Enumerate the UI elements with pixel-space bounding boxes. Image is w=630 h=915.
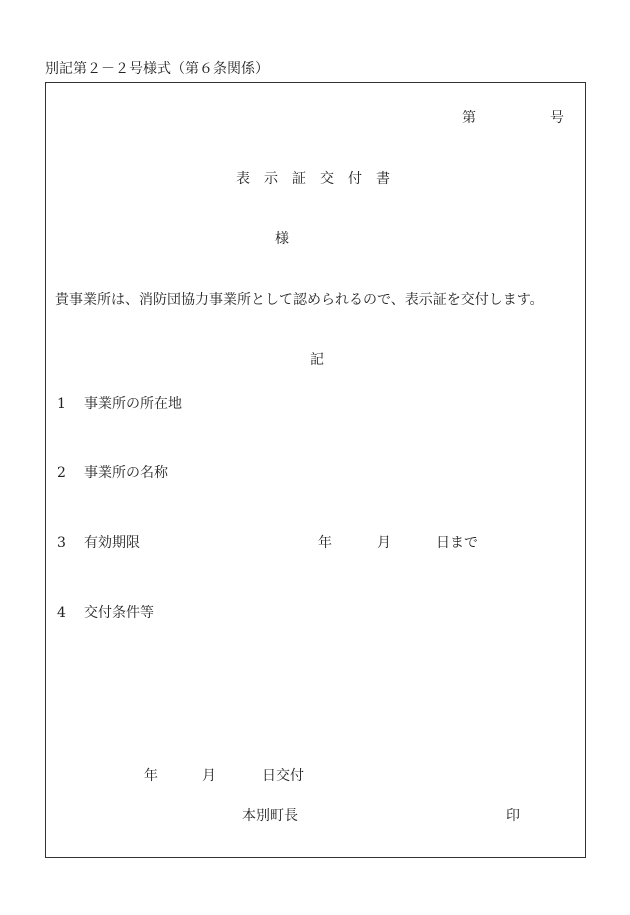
addressee-suffix: 様 [275,231,289,247]
item-3-number: 3 [57,535,66,551]
issuer-name: 本別町長 [242,808,298,824]
form-label: 別記第２－２号様式（第６条関係） [45,61,269,77]
seal-mark: 印 [506,808,520,824]
item-2-label: 事業所の名称 [84,465,168,481]
body-text: 貴事業所は、消防団協力事業所として認められるので、表示証を交付します。 [55,292,544,308]
number-suffix: 号 [550,110,564,126]
item-4-number: 4 [57,605,66,621]
validity-year: 年 [318,535,332,551]
number-prefix: 第 [462,110,476,126]
item-1-number: 1 [57,396,66,412]
issue-month: 月 [202,768,216,784]
item-3-label: 有効期限 [84,535,140,551]
validity-day-until: 日まで [436,535,478,551]
validity-month: 月 [377,535,391,551]
ki-heading: 記 [310,352,324,368]
item-4-label: 交付条件等 [84,605,154,621]
item-2-number: 2 [57,465,66,481]
document-title: 表示証交付書 [236,171,404,187]
item-1-label: 事業所の所在地 [84,396,182,412]
issue-day: 日交付 [262,768,304,784]
issue-year: 年 [144,768,158,784]
